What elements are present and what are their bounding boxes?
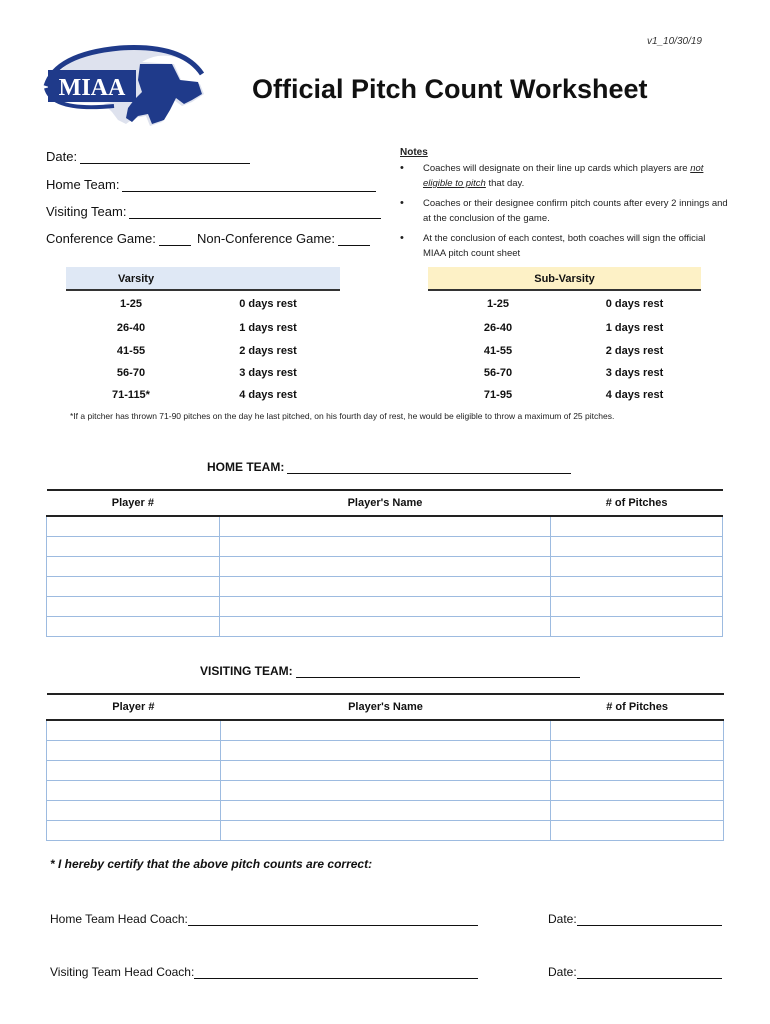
pitch-count-cell[interactable] <box>551 537 723 557</box>
notes-title: Notes <box>400 147 428 158</box>
home-coach-signature-line[interactable] <box>188 913 478 926</box>
player-name-cell[interactable] <box>220 801 550 821</box>
rest-days: 0 days rest <box>605 297 664 310</box>
column-header-pitches: # of Pitches <box>551 694 724 720</box>
visiting-coach-signature-line[interactable] <box>194 966 478 979</box>
visiting-team-line[interactable] <box>129 206 381 219</box>
pitch-range: 1-25 <box>119 297 143 310</box>
home-team-section-line[interactable] <box>287 461 571 474</box>
rest-row <box>66 384 340 406</box>
home-team-field[interactable] <box>46 177 376 192</box>
varsity-rest-table <box>66 292 340 406</box>
player-name-cell[interactable] <box>220 781 550 801</box>
column-header-player-name: Player's Name <box>219 490 550 516</box>
pitch-count-cell[interactable] <box>551 741 724 761</box>
table-row <box>47 597 723 617</box>
player-number-cell[interactable] <box>47 577 220 597</box>
pitch-range: 56-70 <box>483 367 513 379</box>
pitch-range: 71-95 <box>483 389 513 401</box>
visiting-team-label: Visiting Team: <box>46 204 127 219</box>
table-row <box>47 801 724 821</box>
pitch-range: 26-40 <box>116 321 146 334</box>
visiting-team-section-line[interactable] <box>296 665 580 678</box>
home-team-section-label[interactable]: HOME TEAM: <box>207 460 571 474</box>
miaa-logo-icon <box>42 42 207 134</box>
home-pitch-table <box>46 489 723 637</box>
visiting-coach-date[interactable]: Date: <box>548 965 722 979</box>
visiting-coach-signature[interactable]: Visiting Team Head Coach: <box>50 965 478 979</box>
player-number-cell[interactable] <box>47 801 221 821</box>
column-header-pitches: # of Pitches <box>551 490 723 516</box>
logo-text: MIAA <box>58 75 126 101</box>
player-name-cell[interactable] <box>220 821 550 841</box>
rest-days: 3 days rest <box>605 367 664 379</box>
rest-days: 4 days rest <box>239 389 297 401</box>
pitch-range: 71-115* <box>112 389 150 401</box>
certification-statement: * I hereby certify that the above pitch counts are correct: <box>50 857 373 871</box>
rest-days: 1 days rest <box>239 321 297 334</box>
table-row <box>47 720 724 741</box>
rest-days: 4 days rest <box>605 389 664 401</box>
rest-row <box>428 340 701 362</box>
table-row <box>47 741 724 761</box>
home-coach-signature[interactable]: Home Team Head Coach: <box>50 912 478 926</box>
conference-game-field[interactable] <box>46 231 191 246</box>
date-line[interactable] <box>80 151 250 164</box>
rest-row <box>428 315 701 340</box>
player-number-cell[interactable] <box>47 761 221 781</box>
player-name-cell[interactable] <box>220 720 550 741</box>
player-name-cell[interactable] <box>219 617 550 637</box>
pitch-count-cell[interactable] <box>551 557 723 577</box>
visiting-pitch-table <box>46 693 724 841</box>
pitch-range: 1-25 <box>486 297 510 310</box>
rest-row <box>66 362 340 384</box>
player-number-cell[interactable] <box>47 720 221 741</box>
table-row <box>47 821 724 841</box>
player-name-cell[interactable] <box>220 741 550 761</box>
non-conference-game-field[interactable] <box>197 231 370 246</box>
rest-row <box>66 340 340 362</box>
player-number-cell[interactable] <box>47 741 221 761</box>
rest-days: 0 days rest <box>239 297 297 310</box>
home-team-label: Home Team: <box>46 177 120 192</box>
note-item: • Coaches will designate on their line up cards which players are not eligible to pitch that day. <box>400 161 730 191</box>
date-label: Date: <box>46 149 78 164</box>
player-number-cell[interactable] <box>47 557 220 577</box>
pitch-range: 41-55 <box>483 345 513 357</box>
visiting-team-section-label[interactable]: VISITING TEAM: <box>200 664 580 678</box>
pitch-count-cell[interactable] <box>551 821 724 841</box>
column-header-player-number: Player # <box>47 694 221 720</box>
pitch-count-cell[interactable] <box>551 516 723 537</box>
note-item: • At the conclusion of each contest, both coaches will sign the official MIAA pitch count sheet <box>400 231 730 261</box>
pitch-count-cell[interactable] <box>551 720 724 741</box>
table-row <box>47 617 723 637</box>
date-field[interactable] <box>46 149 250 164</box>
table-row <box>47 781 724 801</box>
varsity-header: Varsity <box>66 267 340 291</box>
player-number-cell[interactable] <box>47 597 220 617</box>
pitch-range: 26-40 <box>483 321 513 334</box>
rest-days: 2 days rest <box>239 345 297 357</box>
player-name-cell[interactable] <box>219 516 550 537</box>
player-number-cell[interactable] <box>47 537 220 557</box>
table-row <box>47 557 723 577</box>
home-coach-date-line[interactable] <box>577 913 722 926</box>
rest-row <box>66 292 340 315</box>
note-item: • Coaches or their designee confirm pitch counts after every 2 innings and at the conclusion of the game. <box>400 196 730 226</box>
conference-game-label: Conference Game: <box>46 231 156 246</box>
player-name-cell[interactable] <box>220 761 550 781</box>
rest-row <box>428 292 701 315</box>
pitch-count-cell[interactable] <box>551 577 723 597</box>
player-number-cell[interactable] <box>47 617 220 637</box>
page-title: Official Pitch Count Worksheet <box>252 74 648 104</box>
player-name-cell[interactable] <box>219 537 550 557</box>
pitch-range: 41-55 <box>116 345 146 357</box>
table-row <box>47 516 723 537</box>
pitch-count-cell[interactable] <box>551 597 723 617</box>
rest-days: 3 days rest <box>239 367 297 379</box>
home-coach-date[interactable]: Date: <box>548 912 722 926</box>
conference-game-line[interactable] <box>159 233 191 246</box>
rest-days: 1 days rest <box>605 321 664 334</box>
rest-row <box>428 384 701 406</box>
player-number-cell[interactable] <box>47 821 221 841</box>
player-name-cell[interactable] <box>219 557 550 577</box>
visiting-team-field[interactable] <box>46 204 381 219</box>
rest-days: 2 days rest <box>605 345 664 357</box>
pitch-count-cell[interactable] <box>551 781 724 801</box>
non-conference-game-label: Non-Conference Game: <box>197 231 336 246</box>
table-row <box>47 537 723 557</box>
column-header-player-number: Player # <box>47 490 220 516</box>
pitch-range: 56-70 <box>116 367 146 379</box>
version-label: v1_10/30/19 <box>646 36 702 47</box>
subvarsity-rest-table <box>428 292 701 406</box>
non-conference-game-line[interactable] <box>338 233 370 246</box>
player-number-cell[interactable] <box>47 516 220 537</box>
player-number-cell[interactable] <box>47 781 221 801</box>
pitch-count-cell[interactable] <box>551 761 724 781</box>
pitch-count-cell[interactable] <box>551 801 724 821</box>
column-header-player-name: Player's Name <box>220 694 550 720</box>
notes-section <box>400 147 730 266</box>
rest-footnote: *If a pitcher has thrown 71-90 pitches on the day he last pitched, on his fourth day of rest, he would be eligible to throw a maximum of 25 pitches. <box>70 411 615 421</box>
player-name-cell[interactable] <box>219 597 550 617</box>
table-row <box>47 761 724 781</box>
pitch-count-cell[interactable] <box>551 617 723 637</box>
subvarsity-header: Sub-Varsity <box>428 267 701 291</box>
table-row <box>47 577 723 597</box>
player-name-cell[interactable] <box>219 577 550 597</box>
rest-row <box>428 362 701 384</box>
home-team-line[interactable] <box>122 179 376 192</box>
rest-row <box>66 315 340 340</box>
visiting-coach-date-line[interactable] <box>577 966 722 979</box>
